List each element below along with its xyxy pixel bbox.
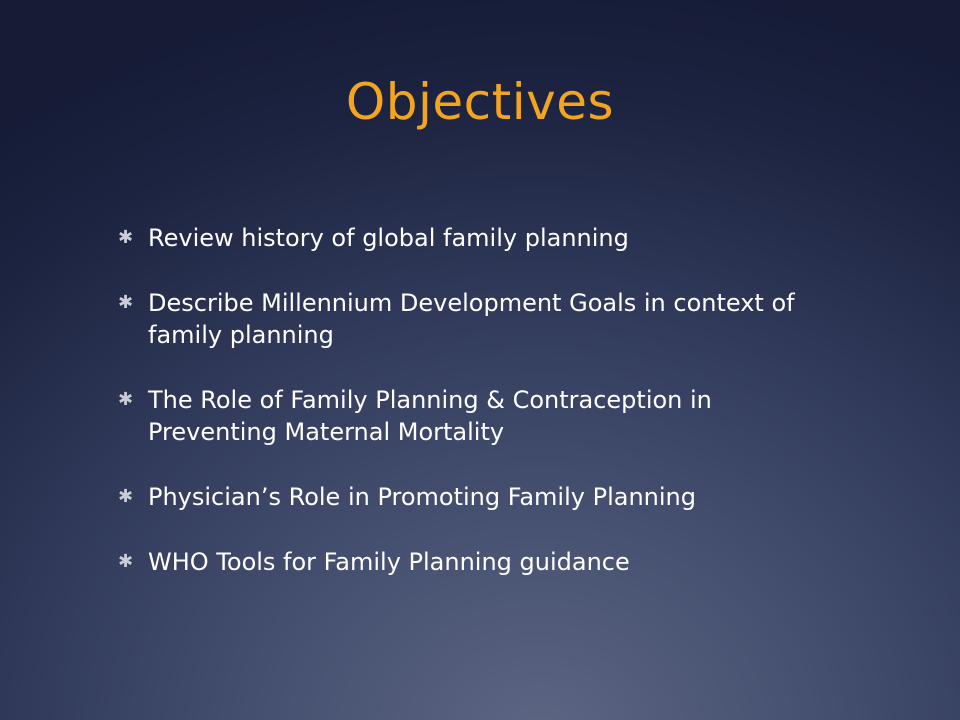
slide-title: Objectives [345,73,615,131]
list-item [118,287,838,351]
bullet-text: Review history of global family planning [148,224,629,252]
asterisk-bullet-icon: ✱ [118,486,134,507]
asterisk-bullet-icon: ✱ [118,227,134,248]
list-item [118,384,838,448]
bullet-text: Describe Millennium Development Goals in context of family planning [148,289,795,349]
bullet-text: WHO Tools for Family Planning guidance [148,548,630,576]
list-item [118,222,838,254]
bullet-text: Physician’s Role in Promoting Family Planning [148,483,696,511]
list-item [118,481,838,513]
asterisk-bullet-icon: ✱ [118,292,134,313]
bullet-list [118,222,838,611]
bullet-text: The Role of Family Planning & Contraception in Preventing Maternal Mortality [148,386,712,446]
asterisk-bullet-icon: ✱ [118,389,134,410]
asterisk-bullet-icon: ✱ [118,551,134,572]
list-item [118,546,838,578]
